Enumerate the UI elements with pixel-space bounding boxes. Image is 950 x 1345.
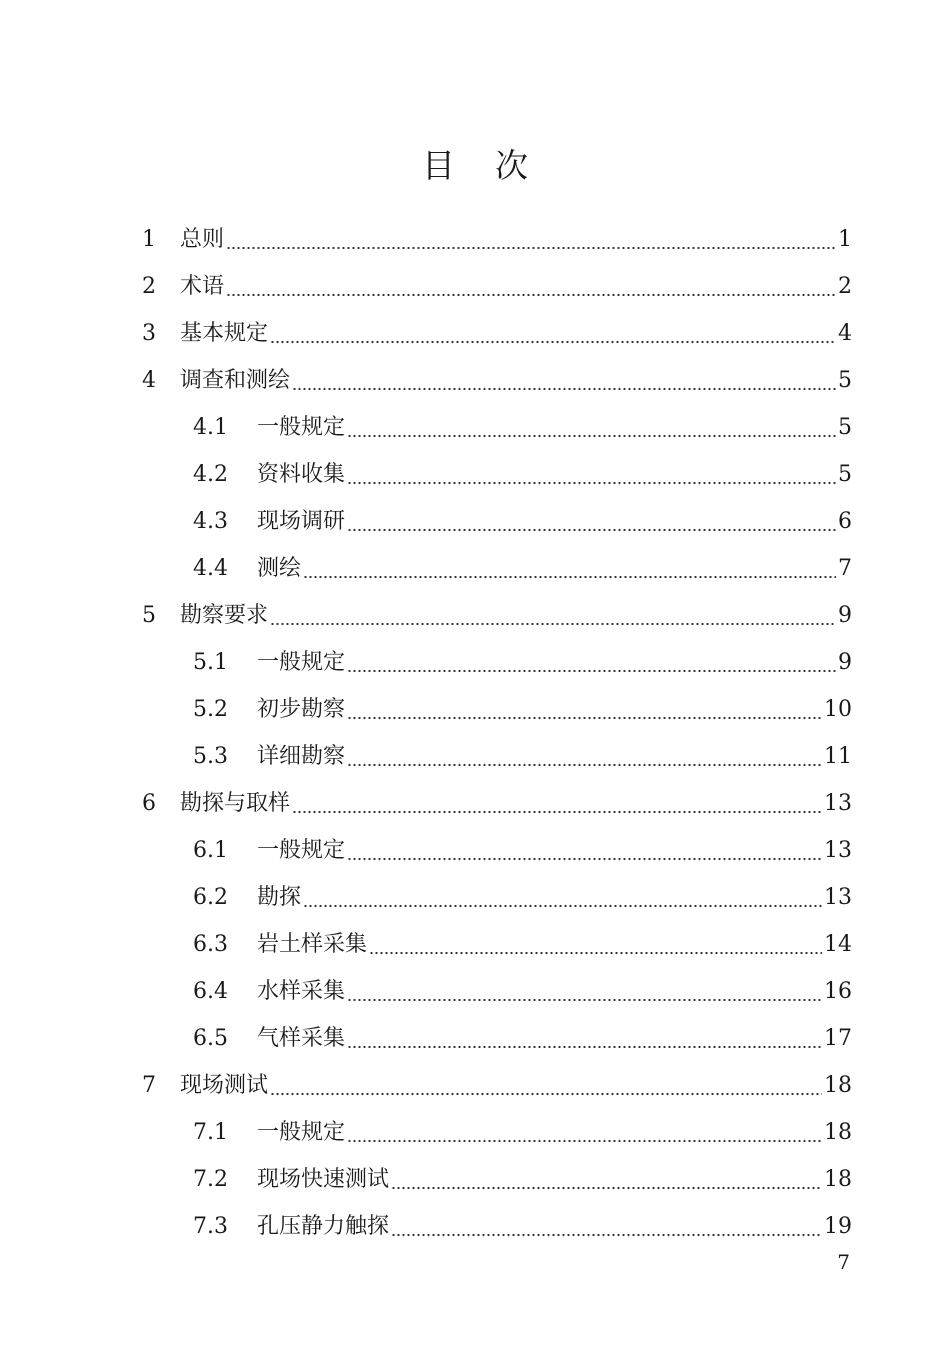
toc-dot-leader	[391, 1205, 822, 1249]
toc-entry-number: 6	[142, 791, 156, 816]
toc-dot-leader	[270, 1064, 822, 1108]
toc-entry-number: 4.1	[193, 415, 228, 440]
toc-entry-title: 现场调研	[257, 509, 346, 534]
toc-entry-title: 勘察要求	[180, 603, 269, 628]
toc-entry-number: 6.2	[193, 885, 228, 910]
toc-entry-number: 5.1	[193, 650, 228, 675]
toc-entry-page: 10	[824, 697, 852, 722]
toc-dot-leader	[292, 782, 822, 826]
toc-entry-title: 气样采集	[257, 1026, 346, 1051]
toc-entry-page: 1	[838, 227, 852, 252]
toc-entry-title: 现场快速测试	[257, 1167, 390, 1192]
toc-entry-page: 5	[838, 415, 852, 440]
toc-entry-title: 一般规定	[257, 415, 346, 440]
toc-dot-leader	[347, 735, 822, 779]
toc-entry-title: 术语	[180, 274, 225, 299]
toc-subsection-entry[interactable]	[193, 547, 852, 591]
toc-subsection-entry[interactable]	[193, 406, 852, 450]
toc-dot-leader	[347, 641, 836, 685]
toc-chapter-entry[interactable]	[142, 359, 852, 403]
toc-entry-number: 3	[142, 321, 156, 346]
toc-entry-title: 勘探	[257, 885, 302, 910]
toc-entry-number: 5	[142, 603, 156, 628]
toc-dot-leader	[347, 1111, 822, 1155]
toc-dot-leader	[347, 1017, 822, 1061]
toc-dot-leader	[347, 500, 836, 544]
toc-entry-page: 19	[824, 1214, 852, 1239]
toc-dot-leader	[303, 547, 836, 591]
toc-subsection-entry[interactable]	[193, 735, 852, 779]
toc-subsection-entry[interactable]	[193, 923, 852, 967]
toc-entry-number: 4.2	[193, 462, 228, 487]
toc-entry-title: 一般规定	[257, 650, 346, 675]
toc-entry-page: 18	[824, 1167, 852, 1192]
toc-dot-leader	[347, 688, 822, 732]
toc-entry-page: 11	[824, 744, 852, 769]
toc-entry-title: 勘探与取样	[180, 791, 291, 816]
toc-dot-leader	[347, 970, 822, 1014]
toc-entry-page: 13	[824, 791, 852, 816]
toc-dot-leader	[303, 876, 822, 920]
page-number: 7	[837, 1250, 850, 1274]
toc-entry-page: 13	[824, 885, 852, 910]
toc-entry-page: 9	[838, 603, 852, 628]
toc-chapter-entry[interactable]	[142, 1064, 852, 1108]
toc-entry-page: 4	[838, 321, 852, 346]
toc-dot-leader	[391, 1158, 822, 1202]
toc-entry-number: 4	[142, 368, 156, 393]
title-char-1: 目	[422, 146, 455, 185]
toc-entry-number: 6.5	[193, 1026, 228, 1051]
toc-subsection-entry[interactable]	[193, 688, 852, 732]
toc-dot-leader	[347, 453, 836, 497]
toc-entry-number: 2	[142, 274, 156, 299]
toc-entry-title: 资料收集	[257, 462, 346, 487]
page-title	[0, 140, 950, 187]
toc-entry-page: 6	[838, 509, 852, 534]
toc-entry-number: 5.3	[193, 744, 228, 769]
toc-entry-page: 17	[824, 1026, 852, 1051]
toc-entry-title: 孔压静力触探	[257, 1214, 390, 1239]
toc-entry-page: 9	[838, 650, 852, 675]
toc-entry-number: 7.2	[193, 1167, 228, 1192]
toc-entry-number: 4.3	[193, 509, 228, 534]
toc-dot-leader	[226, 265, 836, 309]
toc-subsection-entry[interactable]	[193, 1017, 852, 1061]
toc-entry-number: 6.1	[193, 838, 228, 863]
toc-entry-page: 18	[824, 1120, 852, 1145]
toc-entry-title: 现场测试	[180, 1073, 269, 1098]
toc-entry-page: 5	[838, 368, 852, 393]
toc-entry-page: 2	[838, 274, 852, 299]
toc-subsection-entry[interactable]	[193, 453, 852, 497]
toc-entry-title: 初步勘察	[257, 697, 346, 722]
toc-entry-number: 1	[142, 227, 156, 252]
toc-entry-page: 5	[838, 462, 852, 487]
toc-chapter-entry[interactable]	[142, 782, 852, 826]
toc-entry-title: 测绘	[257, 556, 302, 581]
toc-subsection-entry[interactable]	[193, 500, 852, 544]
toc-subsection-entry[interactable]	[193, 1205, 852, 1249]
toc-entry-page: 13	[824, 838, 852, 863]
toc-entry-title: 调查和测绘	[180, 368, 291, 393]
toc-dot-leader	[369, 923, 822, 967]
toc-dot-leader	[270, 594, 836, 638]
toc-chapter-entry[interactable]	[142, 265, 852, 309]
toc-entry-title: 水样采集	[257, 979, 346, 1004]
toc-entry-title: 一般规定	[257, 1120, 346, 1145]
toc-dot-leader	[347, 406, 836, 450]
toc-entry-title: 总则	[180, 227, 225, 252]
toc-entry-page: 16	[824, 979, 852, 1004]
toc-entry-number: 4.4	[193, 556, 228, 581]
toc-entry-title: 基本规定	[180, 321, 269, 346]
toc-chapter-entry[interactable]	[142, 594, 852, 638]
toc-entry-page: 7	[838, 556, 852, 581]
toc-entry-number: 6.3	[193, 932, 228, 957]
toc-entry-number: 7	[142, 1073, 156, 1098]
title-char-2: 次	[495, 146, 528, 185]
toc-subsection-entry[interactable]	[193, 970, 852, 1014]
toc-dot-leader	[347, 829, 822, 873]
toc-subsection-entry[interactable]	[193, 829, 852, 873]
toc-entry-title: 岩土样采集	[257, 932, 368, 957]
toc-entry-page: 18	[824, 1073, 852, 1098]
toc-entry-number: 6.4	[193, 979, 228, 1004]
toc-dot-leader	[270, 312, 836, 356]
toc-subsection-entry[interactable]	[193, 641, 852, 685]
toc-chapter-entry[interactable]	[142, 312, 852, 356]
toc-dot-leader	[226, 218, 836, 262]
toc-entry-title: 详细勘察	[257, 744, 346, 769]
toc-entry-title: 一般规定	[257, 838, 346, 863]
toc-subsection-entry[interactable]	[193, 876, 852, 920]
toc-entry-number: 5.2	[193, 697, 228, 722]
toc-entry-page: 14	[824, 932, 852, 957]
toc-subsection-entry[interactable]	[193, 1111, 852, 1155]
toc-chapter-entry[interactable]	[142, 218, 852, 262]
toc-entry-number: 7.1	[193, 1120, 228, 1145]
toc-subsection-entry[interactable]	[193, 1158, 852, 1202]
toc-entry-number: 7.3	[193, 1214, 228, 1239]
toc-dot-leader	[292, 359, 836, 403]
